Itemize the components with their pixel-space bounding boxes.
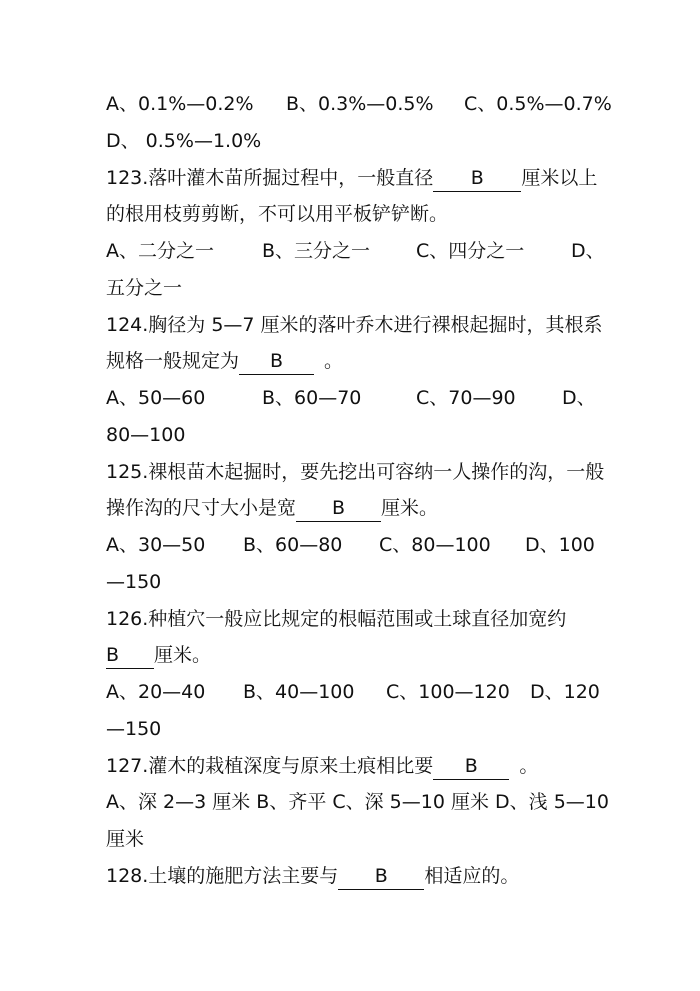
q126-question-line-1 <box>106 603 598 635</box>
q126-text-line-1: 126.种植穴一般应比规定的根幅范围或土球直径加宽约 <box>106 608 567 630</box>
q125-question-line-1 <box>106 456 605 488</box>
q126-option-a: A、20—40 <box>106 681 206 703</box>
q124-option-a: A、50—60 <box>106 387 206 409</box>
q125-option-d-text: —150 <box>106 571 162 593</box>
q123-text-line-2: 的根用枝剪剪断，不可以用平板铲铲断。 <box>106 203 449 225</box>
q122-option-b: B、0.3%—0.5% <box>286 93 434 115</box>
q122-option-a: A、0.1%—0.2% <box>106 93 254 115</box>
q124-options-row <box>106 382 598 414</box>
q123-option-b: B、三分之一 <box>262 240 371 262</box>
q124-text-line-1: 124.胸径为 5—7 厘米的落叶乔木进行裸根起掘时，其根系 <box>106 314 603 336</box>
q124-answer-blank: B <box>239 348 314 375</box>
q124-option-c: C、70—90 <box>416 387 516 409</box>
q124-options-row-2 <box>106 419 598 451</box>
q124-option-b: B、60—70 <box>262 387 362 409</box>
q127-options-text-2: 厘米 <box>106 828 145 850</box>
q126-question-line-2 <box>106 639 598 671</box>
q126-answer-blank: B <box>106 642 154 669</box>
q128-answer-blank: B <box>338 863 424 890</box>
q123-option-a: A、二分之一 <box>106 240 214 262</box>
q122-options-row-2 <box>106 125 598 157</box>
q125-options-row-2 <box>106 566 598 598</box>
q126-option-c: C、100—120 <box>386 681 510 703</box>
q127-options-row-2 <box>106 823 598 855</box>
q125-option-a: A、30—50 <box>106 534 206 556</box>
q127-text-post: 。 <box>519 755 539 777</box>
q126-option-d: D、120 <box>530 681 600 703</box>
q123-text-post: 厘米以上 <box>521 167 598 189</box>
q125-answer-blank: B <box>296 495 381 522</box>
q126-options-row-2 <box>106 713 598 745</box>
q123-options-row-2 <box>106 272 598 304</box>
q123-option-c: C、四分之一 <box>416 240 525 262</box>
q127-question-line-1 <box>106 750 598 782</box>
q128-text-pre: 128.土壤的施肥方法主要与 <box>106 865 339 887</box>
q123-answer-blank: B <box>433 165 521 192</box>
q123-options-row <box>106 235 605 267</box>
q124-option-d-text: 80—100 <box>106 424 186 446</box>
q124-text-post: 。 <box>324 350 344 372</box>
q127-text-pre: 127.灌木的栽植深度与原来土痕相比要 <box>106 755 434 777</box>
q128-question-line-1 <box>106 860 598 892</box>
q122-option-d: D、 0.5%—1.0% <box>106 130 262 152</box>
q124-text-pre: 规格一般规定为 <box>106 350 240 372</box>
q125-question-line-2 <box>106 492 598 524</box>
q125-text-post: 厘米。 <box>381 497 439 519</box>
q122-options-row <box>106 88 612 120</box>
q127-answer-blank: B <box>433 753 509 780</box>
q126-text-post: 厘米。 <box>154 644 212 666</box>
q124-question-line-2 <box>106 345 598 377</box>
q124-option-d: D、 <box>562 387 596 409</box>
q125-option-d: D、100 <box>525 534 595 556</box>
q126-options-row <box>106 676 598 708</box>
q125-text-pre: 操作沟的尺寸大小是宽 <box>106 497 297 519</box>
q126-option-d-text: —150 <box>106 718 162 740</box>
q125-option-c: C、80—100 <box>379 534 491 556</box>
q123-text-pre: 123.落叶灌木苗所掘过程中，一般直径 <box>106 167 434 189</box>
q125-text-line-1: 125.裸根苗木起掘时，要先挖出可容纳一人操作的沟，一般 <box>106 461 605 483</box>
q123-question-line-2 <box>106 198 598 230</box>
q122-option-c: C、0.5%—0.7% <box>464 93 612 115</box>
q124-question-line-1 <box>106 309 603 341</box>
q125-options-row <box>106 529 598 561</box>
q128-text-post: 相适应的。 <box>424 865 520 887</box>
q125-option-b: B、60—80 <box>243 534 343 556</box>
q123-option-d-text: 五分之一 <box>106 277 183 299</box>
q127-options-row <box>106 786 609 818</box>
q123-option-d: D、 <box>571 240 605 262</box>
q123-question-line-1 <box>106 162 598 194</box>
q127-options-text: A、深 2—3 厘米 B、齐平 C、深 5—10 厘米 D、浅 5—10 <box>106 791 609 813</box>
q126-option-b: B、40—100 <box>243 681 355 703</box>
